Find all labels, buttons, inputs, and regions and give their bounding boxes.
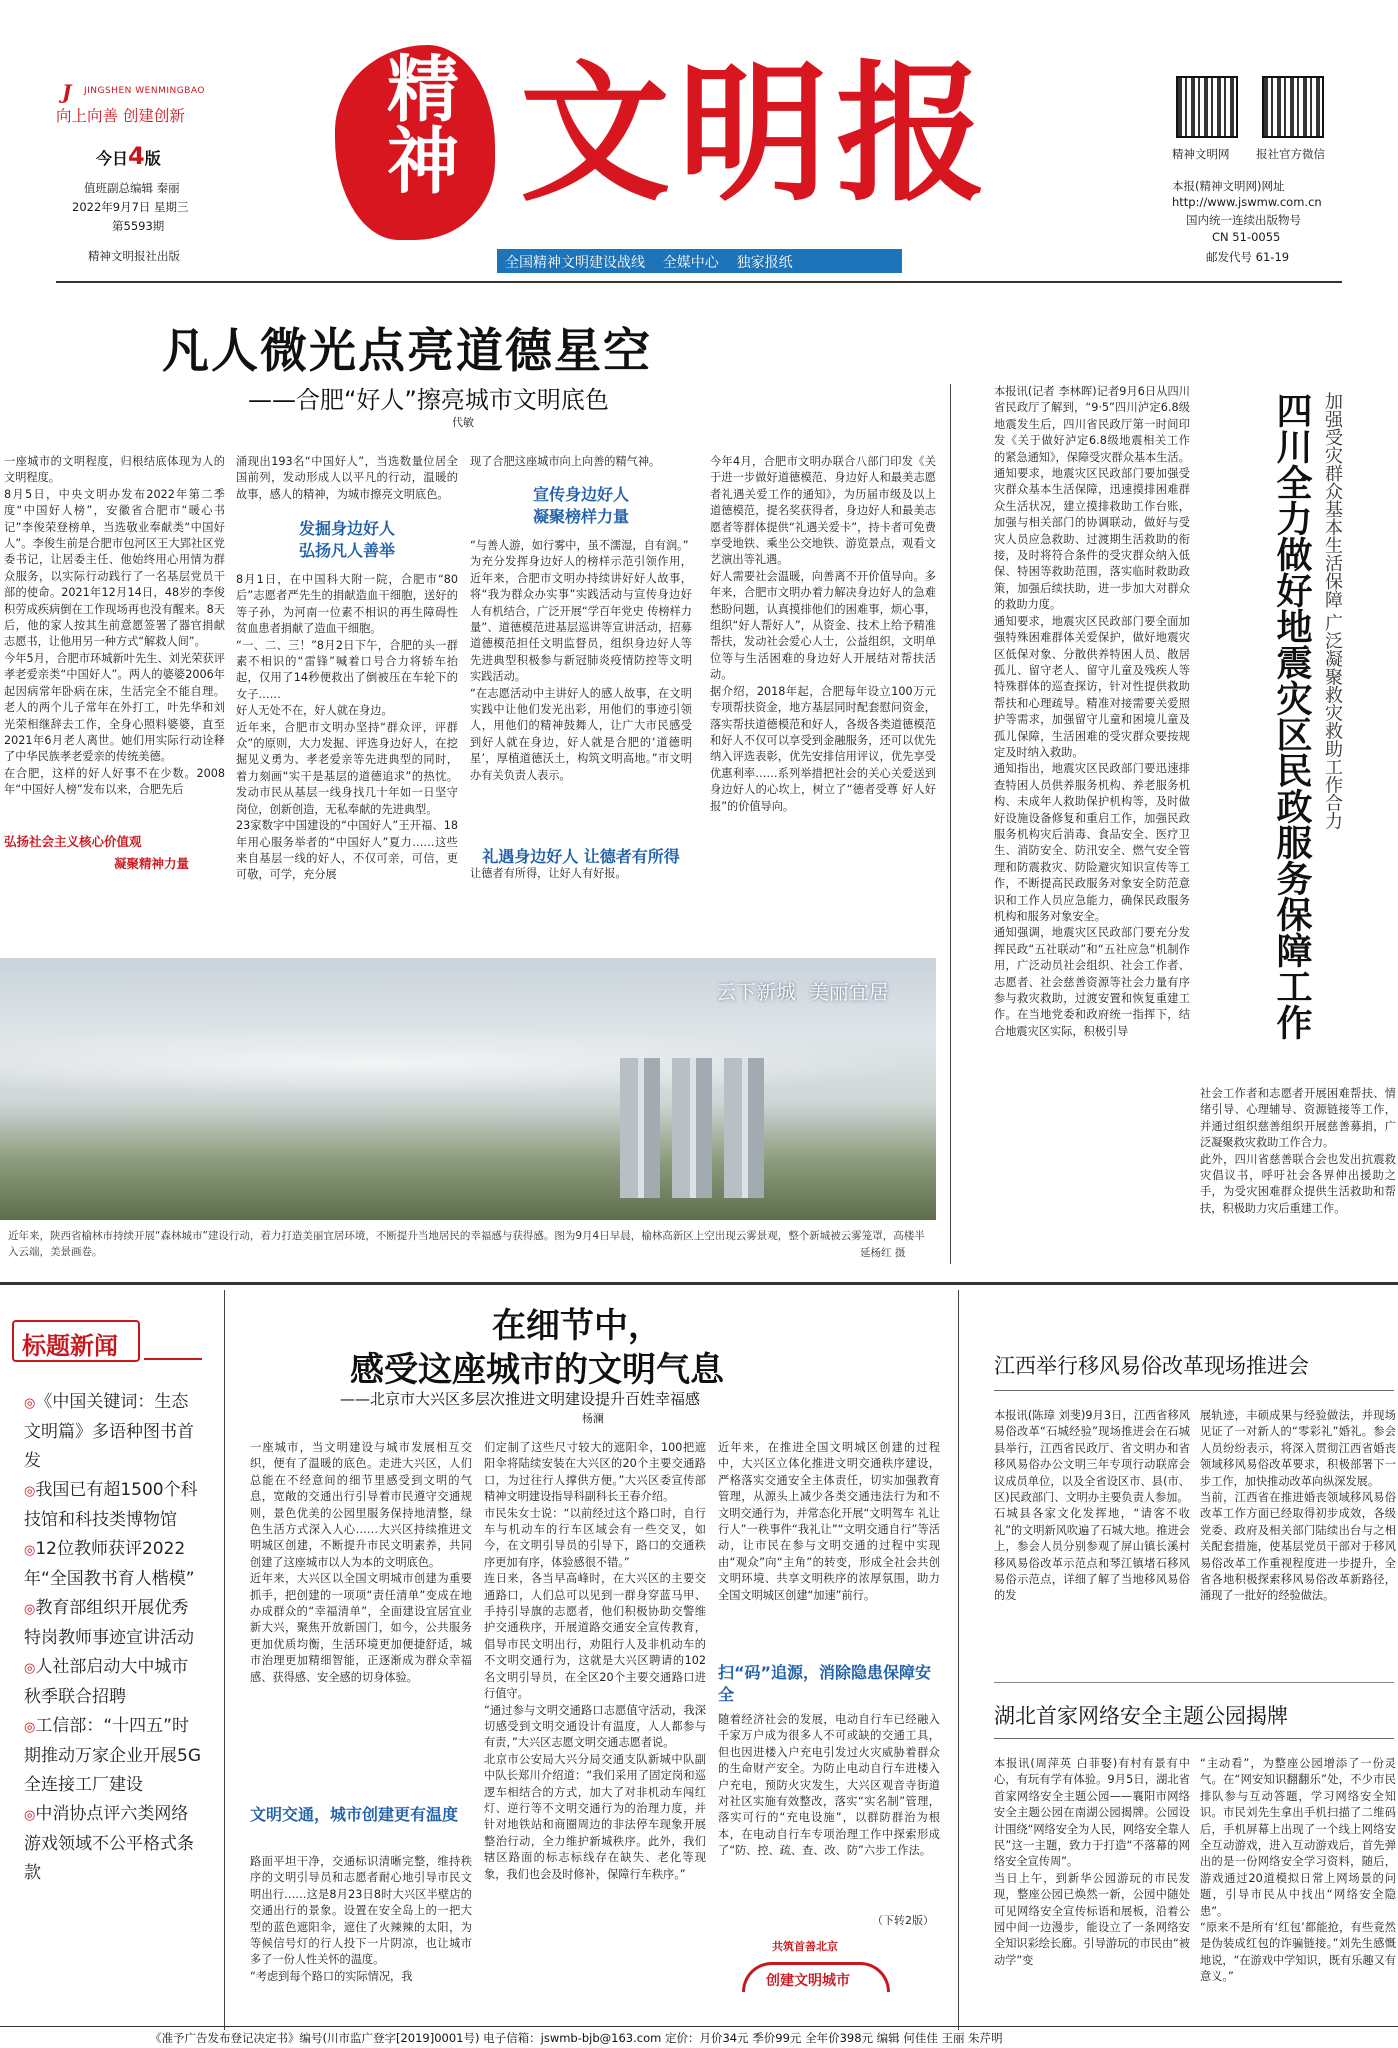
bullet-icon: ◎ (24, 1602, 36, 1617)
banner-text: 全国精神文明建设战线 全媒中心 独家报纸 (505, 255, 793, 271)
edition-prefix: 今日 (96, 149, 129, 168)
brief-text: 中消协点评六类网络游戏领域不公平格式条款 (24, 1804, 194, 1883)
bullet-icon: ◎ (24, 1396, 36, 1411)
lead-col-2-top: 涌现出193名“中国好人”，当选数量位居全国前列，发动形成人以平凡的行动，温暖的故事，感人的精神，为城市擦亮文明底色。 (236, 455, 458, 501)
brief-item[interactable] (24, 1535, 202, 1594)
beijing-col-3-subhead: 扫“码”追源，消除隐患保障安全 (718, 1663, 932, 1704)
brief-item[interactable] (24, 1388, 202, 1476)
sichuan-kicker: 加强受灾群众基本生活保障 广泛凝聚救灾救助工作合力 (1322, 392, 1343, 830)
jiangxi-headline: 江西举行移风易俗改革现场推进会 (994, 1354, 1309, 1378)
briefs-title: 标题新闻 (22, 1332, 118, 1360)
jiangxi-col-1: 本报讯(陈璋 刘斐)9月3日，江西省移风易俗改革“石城经验”现场推进会在石城县举行，江西省民政厅、省文明办和省移风易俗办公文明三年专项行动联席会议成员单位，以及全省设区市、县(市、区)民政部门、文明办主要负责人参加。 石城县各家文化发挥地，“请客不收礼”的文明新风吹遍了石城大地。推进会上，参会人员分别参观了屏山镇长溪村移风易俗改革示范点和琴江镇堵石移风易俗示范点，详细了解了当地移风易俗的发 (994, 1409, 1190, 1603)
lead-col-3-top: 现了合肥这座城市向上向善的精气神。 (470, 455, 661, 468)
bullet-icon: ◎ (24, 1720, 36, 1735)
brand-logo (62, 80, 232, 102)
beijing-col-3: 近年来，在推进全国文明城区创建的过程中，大兴区立体化推进文明交通秩序建设，严格落实交通安全主体责任，切实加强教育管理，从源头上减少各类交通违法行为和不文明交通行为，并常态化开展“文明驾车 礼让行人”一秩事件“我礼让”“文明交通自行”等活动，让市民在参与文明交通的过程中实现由“观众”向“主角”的转变，形成全社会共创文明环境、共享文明秩序的浓厚氛围，助力全国文明城区创建“加速”前行。 (718, 1441, 940, 1602)
postal-code: 邮发代号 61-19 (1206, 250, 1290, 264)
brief-text: 人社部启动大中城市秋季联合招聘 (24, 1657, 189, 1707)
mid-vrule (958, 1290, 959, 2030)
beijing-headline-2: 感受这座城市的文明气息 (350, 1350, 724, 1390)
title-seal (335, 45, 495, 240)
photo-cloud-band (0, 1028, 936, 1098)
beijing-col-1-subhead: 文明交通，城市创建更有温度 (250, 1805, 459, 1824)
city-photo (0, 958, 936, 1220)
core-values-seal (4, 830, 225, 880)
footer-text: 《准予广告发布登记决定书》编号(川市监广登字[2019]0001号) 电子信箱：jswmb-bjb@163.com 定价：月价34元 季价99元 全年价398元 编辑 何佳佳 王丽 朱芹明 (150, 2031, 1003, 2045)
hubei-col-2: “主动看”，为整座公园增添了一份灵气。在“网安知识翻翻乐”处，不少市民排队参与互动答题，学习网络安全知识。市民刘先生拿出手机扫描了二维码后，手机屏幕上出现了一个线上网络安全互动游戏，进入互动游戏后，首先弹出的是一份网络安全学习资料，随后，游戏通过20道模拟日常上网场景的问题，引导市民从中找出“网络安全隐患”。 “原来不是所有‘红包’都能抢，有些竟然是伪装成红包的诈骗链接。”刘先生感慨地说，“在游戏中学知识，既有乐趣又有意义。” (1200, 1757, 1396, 1984)
publisher: 精神文明报社出版 (88, 249, 180, 263)
lead-headline: 凡人微光点亮道德星空 (162, 324, 652, 379)
bullet-icon: ◎ (24, 1543, 36, 1558)
beijing-col-3-tail: 随着经济社会的发展，电动自行车已经融入千家万户成为很多人不可或缺的交通工具，但也因进楼入户充电引发过火灾威胁着群众的生命财产安全。为防止电动自行车进楼入户充电，预防火灾发生，大兴区观音寺街道对社区实施有效整改，落实“实名制”管理，落实可行的“充电设施”，以群防群治为根本，在电动自行车专项治理工作中探索形成了“防、控、疏、查、改、防”六步工作法。 (718, 1713, 940, 1858)
site-line: 本报(精神文明网)网址 (1172, 179, 1285, 193)
seal-line-bottom: 凝聚精神力量 (114, 856, 190, 871)
brief-text: 工信部：“十四五”时期推动万家企业开展5G全连接工厂建设 (24, 1716, 201, 1795)
bullet-icon: ◎ (24, 1484, 36, 1499)
brief-item[interactable] (24, 1594, 202, 1653)
briefs-box (8, 1310, 204, 1980)
photo-caption: 近年来，陕西省榆林市持续开展“森林城市”建设行动，着力打造美丽宜居环境，不断提升当地居民的幸福感与获得感。图为9月4日早晨，榆林高新区上空出现云雾景观，整个新城被云雾笼罩，高楼半入云端，美景画卷。 (8, 1230, 925, 1258)
section-divider (0, 1282, 1398, 1285)
beijing-col-2: 们定制了这些尺寸较大的遮阳伞，100把遮阳伞将陆续安装在大兴区的20个主要交通路口，为过往行人撑供方便。”大兴区委宣传部精神文明建设指导科副科长王春介绍。 市民朱女士说：“以前经过这个路口时，自行车与机动车的行车区域会有一些交叉，如今，在文明引导员的引导下，路口的交通秩序更加有序，体验感很不错。” 连日来，各当早高峰时，在大兴区的主要交通路口，人们总可以见到一群身穿蓝马甲、手持引导旗的志愿者，他们积极协助交警维护交通秩序，开展道路交通安全宣传教育，倡导市民文明出行，劝阻行人及非机动车的不文明交通行为，这就是大兴区聘请的102名文明引导员，在全区20个主要交通路口进行值守。 “通过参与文明交通路口志愿值守活动，我深切感受到文明交通设计有温度，人人都参与有责，”大兴区志愿文明交通志愿者说。 北京市公安局大兴分局交通支队新城中队副中队长郑川介绍道：“我们采用了固定岗和巡逻车相结合的方式，加大了对非机动车闯红灯、逆行等不文明交通行为的治理力度，并针对地铁站和商圈周边的非法停车现象开展整治行动，全力维护新城秩序。此外，我们辖区路面的标志标线存在缺失、老化等现象，我们也会及时修补，保障行车秩序。” (484, 1441, 706, 1881)
hubei-rule (994, 1682, 1394, 1683)
sichuan-body-lower: 社会工作者和志愿者开展困难帮扶、情绪引导、心理辅导、资源链接等工作，并通过组织慈善组织开展慈善募捐，广泛凝聚救灾救助工作合力。 此外，四川省慈善联合会也发出抗震救灾倡议书，呼吁社会各界伸出援助之手，为受灾困难群众提供生活救助和帮扶，积极助力灾后重建工作。 (1200, 1087, 1396, 1215)
lead-col-2-subhead: 发掘身边好人 弘扬凡人善举 (298, 519, 395, 560)
brief-item[interactable] (24, 1653, 202, 1712)
beijing-byline: 杨澜 (582, 1412, 604, 1425)
issue-date: 2022年9月7日 星期三 (72, 200, 189, 214)
lead-col-4-body: 今年4月，合肥市文明办联合八部门印发《关于进一步做好道德模范、身边好人和最美志愿者礼遇关爱工作的通知》，为历届市级及以上道德模范，提名奖获得者，身边好人和最美志愿者等群体提供“礼遇关爱卡”，持卡者可免费享受地铁、乘坐公交地铁、游览景点，观看文艺演出等礼遇。 好人需要社会温暖，向善离不开价值导向。多年来，合肥市文明办着力解决身边好人的急难愁盼问题，认真摸排他们的困难事，烦心事，组织“好人帮好人”，从资金、技术上给予精准帮扶，发动社会爱心人士，公益组织，文明单位等与生活困难的身边好人开展结对帮扶活动。 据介绍，2018年起，合肥每年设立100万元专项帮扶资金，地方基层同时配套慰问资金，落实帮扶道德模范和好人，各级各类道德模范和好人不仅可以享受到金融服务，还可以优先纳入评选表彰，优先安排信用评议，优先享受优惠利率……系列举措把社会的关心关爱送到身边好人的心坎上，树立了“德者受尊 好人好报”的价值导向。 (710, 455, 936, 813)
top-banner (497, 249, 902, 273)
edition-number: 4 (128, 142, 145, 170)
bullet-icon: ◎ (24, 1808, 36, 1823)
lead-col-2-body: 8月1日，在中国科大附一院，合肥市“80后”志愿者严先生的捐献造血干细胞，送好的等子孙，为河南一位素不相识的再生障碍性贫血患者捐献了造血干细胞。 “一、二、三！”8月2日下午，合肥的头一群素不相识的“雷锋”喊着口号合力将轿车抬起，仅用了14秒便救出了倒被压在车轮下的女子…… 好人无处不在，好人就在身边。 近年来，合肥市文明办坚持“群众评，评群众”的原则，大力发掘、评选身边好人，在挖掘见义勇为、孝老爱亲等先进典型的同时，着力刻画“实干是基层的道德追求”的热忱。发动市民从基层一线身找几十年如一日坚守岗位，创新创造，无私奉献的先进典型。 23家数字中国建设的“中国好人”王开福、18年用心服务举者的“中国好人”夏力……这些来自基层一线的好人，不仅可亲，可信，更可敬，可学，充分展 (236, 573, 458, 882)
cn-number: CN 51-0055 (1212, 230, 1281, 244)
qr2-label: 报社官方微信 (1256, 147, 1325, 161)
chief-editor: 值班副总编辑 秦丽 (84, 181, 180, 195)
sichuan-headline: 四川全力做好地震灾区民政服务保障工作 (1271, 392, 1312, 1040)
site-url: http://www.jswmw.com.cn (1172, 195, 1322, 209)
qr-code-wechat (1262, 76, 1324, 138)
hubei-col-1: 本报讯(周萍英 白菲娶)有村有景有中心，有玩有学有体验。9月5日，湖北省首家网络安全主题公园——襄阳市网络安全主题公园在南湖公园揭牌。公园设计围绕“网络安全为人民，网络安全靠人民”这一主题，致力于打造“不落幕的网络安全宣传周”。 当日上午，到新华公园游玩的市民发现，整座公园已焕然一新，公园中随处可见网络安全宣传标语和展板，沿着公园中间一边漫步，能设立了一条网络安全知识彩绘长廊。引导游玩的市民由“被动学”变 (994, 1757, 1190, 1967)
issue-number: 第5593期 (112, 219, 165, 233)
brief-text: 我国已有超1500个科技馆和科技类博物馆 (24, 1480, 198, 1530)
lead-col-3-tail: 让德者有所得，让好人有好报。 (470, 867, 627, 880)
jiangxi-col-2: 展轨迹，丰硕成果与经验做法，并现场见证了一对新人的“零彩礼”婚礼。参会人员纷纷表示，将深入贯彻江西省婚丧领域移风易俗改革要求，积极部署下一步工作，加快推动改革向纵深发展。 当前，江西省在推进婚丧领域移风易俗改革工作方面已经取得初步成效，各级党委、政府及相关部门陆续出台与之相关配套措施，使基层党员干部对于移风易俗改革工作重视程度进一步提升，全省各地积极探索移风易俗改革新路径，涌现了一批好的经验做法。 (1200, 1409, 1396, 1603)
qr-code-website (1176, 76, 1238, 138)
lead-col-3-body: “与善人游，如行雾中，虽不濡湿，自有润。” 为充分发挥身边好人的榜样示范引领作用，近年来，合肥市文明办持续讲好好人故事，将“我为群众办实事”实践活动与宣传身边好人有机结合，广泛开展“学百年党史 传榜样力量”、道德模范进基层巡讲等宣讲活动，招募道德模范担任文明监督员，组织身边好人等先进典型积极参与新冠肺炎疫情防控等文明实践活动。 “在志愿活动中主讲好人的感人故事，在文明实践中让他们发光出彩，用他们的事迹引领人，用他们的精神鼓舞人，让广大市民感受到好人就在身边，好人就是合肥的‘道德明星’，厚植道德沃土，构筑文明高地。”市文明办有关负责人表示。 (470, 539, 692, 782)
brief-text: 12位教师获评2022年“全国教书育人楷模” (24, 1539, 195, 1589)
brand-small-text: JINGSHEN WENMINGBAO (84, 86, 205, 96)
cn-label: 国内统一连续出版物号 (1186, 213, 1301, 227)
logo-top-text: 共筑首善北京 (772, 1940, 838, 1953)
photo-credit: 延杨红 摄 (860, 1247, 906, 1259)
beijing-headline-1: 在细节中， (492, 1306, 662, 1346)
sichuan-vrule (950, 384, 951, 1264)
photo-tag: 云下新城 美丽宜居 (716, 980, 889, 1004)
beijing-col-1: 一座城市，当文明建设与城市发展相互交织，便有了温暖的底色。走进大兴区，人们总能在不经意间的细节里感受到文明的气息，宽敞的交通出行引导着市民遵守交通规则，景色优美的公园里服务保持地清整，绿色生活方式深入人心……大兴区持续推进文明城区创建，不断提升市民文明素养，共同创建了这座城市以人为本的文明底色。 近年来，大兴区以全国文明城市创建为重要抓手，把创建的一项项“责任清单”变成在地办成群众的“幸福清单”，全面建设宜居宜业新大兴，聚焦开放新国门，如今，公共服务更加优质均衡，生活环境更加便捷舒适，城市治理更加精细智能，正逐渐成为群众幸福感、获得感、安全感的切身体验。 (250, 1441, 472, 1684)
briefs-vrule (224, 1290, 225, 2030)
lead-col-1: 一座城市的文明程度，归根结底体现为人的文明程度。 8月5日，中央文明办发布2022年第二季度“中国好人榜”，安徽省合肥市“暖心书记”李俊荣登榜单，当选敬业奉献类“中国好人”。李俊生前是合肥市包河区王大郢社区党委书记，让居委主任、他始终用心用情为群众服务，以实际行动践行了一名基层党员干部的使命。2021年12月14日，48岁的李俊积劳成疾病倒在工作现场再也没有醒来。8天后，他的家人按其生前意愿签署了器官捐献志愿书，让他用另一种方式“解救人间”。 今年5月，合肥市环城新叶先生、刘光荣获评孝老爱亲类“中国好人”。两人的婆婆2006年起因病常年卧病在床，生活完全不能自理。老人的两个儿子常年在外打工，叶先华和刘光荣相继辞去工作，全身心照料婆婆，直至2021年6月老人离世。她们用实际行动诠释了中华民族孝老爱亲的传统美德。 在合肥，这样的好人好事不在少数。2008年“中国好人榜”发布以来，合肥先后 (4, 455, 225, 797)
brief-text: 《中国关键词：生态文明篇》多语种图书首发 (24, 1392, 194, 1471)
beijing-col-1-tail: 路面平坦干净，交通标识清晰完整，维持秩序的文明引导员和志愿者耐心地引导市民文明出行……这是8月23日8时大兴区半壁店的交通出行的景象。设置在安全岛上的一把大型的蓝色遮阳伞，遮住了火辣辣的太阳，为等候信号灯的行人投下一片阴凉，也让城市多了一份人性关怀的温度。 “考虑到每个路口的实际情况，我 (250, 1855, 472, 1983)
beijing-continued: （下转2版） (872, 1914, 934, 1927)
masthead-rule (56, 281, 1342, 283)
logo-bottom-text: 创建文明城市 (766, 1973, 850, 1989)
lead-subhead: ——合肥“好人”擦亮城市文明底色 (248, 386, 609, 414)
briefs-list (24, 1388, 202, 1888)
brief-item[interactable] (24, 1800, 202, 1888)
briefs-title-underline (144, 1358, 202, 1360)
footer-rule (0, 2026, 1398, 2027)
hubei-rule-2 (994, 1738, 1394, 1739)
sichuan-body-upper: 本报讯(记者 李林晖)记者9月6日从四川省民政厅了解到，“9·5”四川泸定6.8级地震发生后，四川省民政厅第一时间印发《关于做好泸定6.8级地震相关工作的紧急通知》，保障受灾群众基本生活。 通知要求，地震灾区民政部门要加强受灾群众基本生活保障，迅速摸排困难群众生活状况，建立摸排救助工作台账，加强与相关部门的协调联动，做好与受灾人员应急救助、过渡期生活救助的衔接，及时将符合条件的受灾群众纳入低保、特困等救助范围，落实临时救助政策，加强后续扶助，进一步加大对群众的救助力度。 通知要求，地震灾区民政部门要全面加强特殊困难群体关爱保护，做好地震灾区低保对象、分散供养特困人员、散居孤儿、留守老人、留守儿童及残疾人等特殊群体的巡查探访，针对性提供救助帮扶和心理疏导。精准对接需要关爱照护等需求，加强留守儿童和困境儿童及孤儿保障，生活困难的受灾群众要按规定及时纳入救助。 通知指出，地震灾区民政部门要迅速排查特困人员供养服务机构、养老服务机构、未成年人救助保护机构等，及时做好设施设备修复和重启工作，加强民政服务机构灾后消毒、食品安全、医疗卫生、消防安全、防汛安全、燃气安全管理和防震救灾、防险避灾知识宣传等工作，不断提高民政服务对象安全防范意识和工作人员应急能力，确保民政服务机构和服务对象安全。 通知强调，地震灾区民政部门要充分发挥民政“五社联动”和“五社应急”机制作用，广泛动员社会组织、社会工作者、志愿者、社会慈善资源等社会力量有序参与救灾救助，过渡安置和恢复重建工作。在当地党委和政府统一指挥下，结合地震灾区实际，积极引导 (994, 385, 1190, 1038)
brief-item[interactable] (24, 1476, 202, 1535)
hubei-headline: 湖北首家网络安全主题公园揭牌 (994, 1704, 1288, 1728)
photo-towers (620, 1058, 770, 1198)
edition-info (96, 142, 161, 170)
title-main: 文明报 (520, 46, 995, 222)
seal-line-top: 弘扬社会主义核心价值观 (4, 834, 142, 849)
lead-byline: 代敏 (452, 416, 474, 429)
qr1-label: 精神文明网 (1172, 147, 1230, 161)
beijing-subhead: ——北京市大兴区多层次推进文明建设提升百姓幸福感 (340, 1390, 701, 1408)
masthead (0, 0, 1398, 280)
brand-logo-mark: J (62, 80, 72, 104)
edition-suffix: 版 (144, 149, 161, 168)
slogan: 向上向善 创建创新 (56, 107, 185, 125)
brief-item[interactable] (24, 1712, 202, 1800)
jiangxi-rule (994, 1390, 1394, 1391)
civilization-city-logo (732, 1934, 900, 2010)
bullet-icon: ◎ (24, 1661, 36, 1676)
brief-text: 教育部组织开展优秀特岗教师事迹宣讲活动 (24, 1598, 194, 1648)
lead-col-3-subhead: 宣传身边好人 凝聚榜样力量 (532, 485, 629, 526)
title-seal-text: 精神 (375, 51, 460, 195)
registration-marks (60, 10, 1340, 16)
